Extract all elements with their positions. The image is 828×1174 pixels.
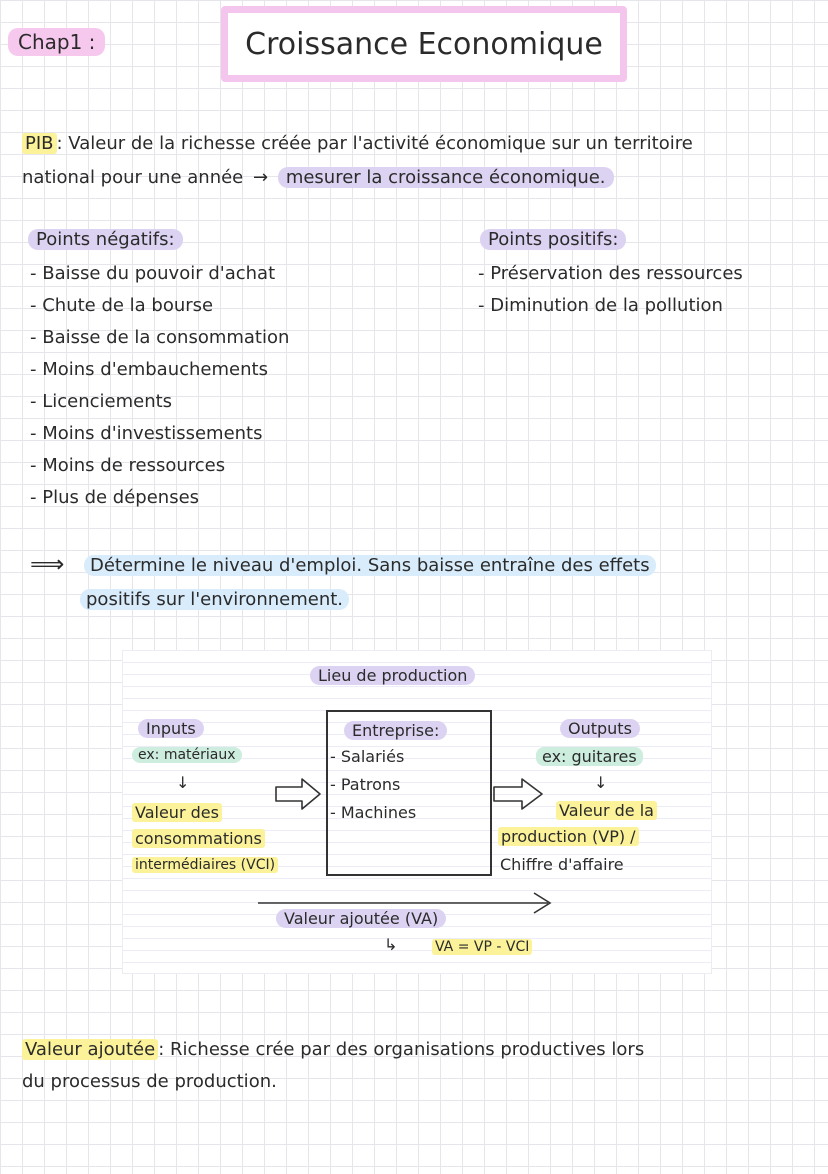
arrow-right-icon: [274, 776, 324, 812]
arrow-right-icon: →: [252, 167, 269, 188]
outputs-value-line1: Valeur de la: [556, 800, 657, 822]
list-item: - Chute de la bourse: [30, 295, 214, 316]
arrow-down-icon: ↓: [594, 773, 608, 792]
list-item: - Baisse du pouvoir d'achat: [30, 263, 276, 284]
list-item: - Préservation des ressources: [478, 263, 743, 284]
value-added-term: Valeur ajoutée: [22, 1039, 158, 1060]
arrow-right-icon: [492, 776, 546, 812]
implies-arrow-icon: ⟹: [30, 550, 65, 578]
page-title-text: Croissance Economique: [245, 26, 603, 62]
list-item: - Plus de dépenses: [30, 487, 200, 508]
positives-list: [478, 258, 743, 322]
enterprise-item: - Patrons: [330, 775, 401, 794]
inputs-value-line1: Valeur des: [132, 802, 222, 824]
value-added-label: Valeur ajoutée (VA): [276, 908, 446, 930]
value-added-formula: VA = VP - VCI: [432, 936, 532, 958]
negatives-title: Points négatifs:: [28, 228, 183, 252]
inputs-value-line2: consommations: [132, 828, 265, 850]
list-item: - Moins d'investissements: [30, 423, 263, 444]
enterprise-item: - Salariés: [330, 747, 405, 766]
outputs-value-line2: production (VP) /: [498, 826, 639, 848]
list-item: - Licenciements: [30, 391, 173, 412]
pib-definition-line1: [22, 132, 693, 156]
outputs-title: Outputs: [560, 718, 640, 740]
page-title: [221, 6, 627, 82]
pib-definition-line2: [22, 166, 614, 190]
corner-arrow-icon: ↳: [384, 935, 398, 954]
enterprise-title: Entreprise:: [344, 720, 447, 742]
outputs-example: ex: guitares: [536, 746, 643, 768]
pib-measure: mesurer la croissance économique.: [278, 167, 614, 188]
value-added-definition-line2: du processus de production.: [22, 1071, 277, 1092]
production-place-label: Lieu de production: [310, 665, 475, 687]
list-item: - Baisse de la consommation: [30, 327, 290, 348]
pib-definition-text2: national pour une année: [22, 167, 244, 188]
inputs-example: ex: matériaux: [132, 744, 242, 766]
value-added-definition-line1: Valeur ajoutée : Richesse crée par des organisations productives lors: [22, 1038, 644, 1062]
conclusion-line1: Détermine le niveau d'emploi. Sans baisse entraîne des effets: [84, 554, 656, 578]
enterprise-item: - Machines: [330, 803, 417, 822]
outputs-value-line3: Chiffre d'affaire: [500, 855, 624, 874]
inputs-title: Inputs: [138, 718, 204, 740]
list-item: - Diminution de la pollution: [478, 295, 723, 316]
inputs-value-line3: intermédiaires (VCI): [132, 854, 278, 876]
list-item: - Moins de ressources: [30, 455, 226, 476]
pib-definition-text: : Valeur de la richesse créée par l'activité économique sur un territoire: [56, 133, 693, 154]
list-item: - Moins d'embauchements: [30, 359, 268, 380]
positives-title: Points positifs:: [480, 228, 626, 252]
chapter-label: Chap1 :: [8, 30, 105, 54]
pib-term: PIB: [22, 133, 57, 154]
conclusion-line2: positifs sur l'environnement.: [80, 588, 349, 612]
negatives-list: [30, 258, 289, 514]
arrow-down-icon: ↓: [176, 773, 190, 792]
